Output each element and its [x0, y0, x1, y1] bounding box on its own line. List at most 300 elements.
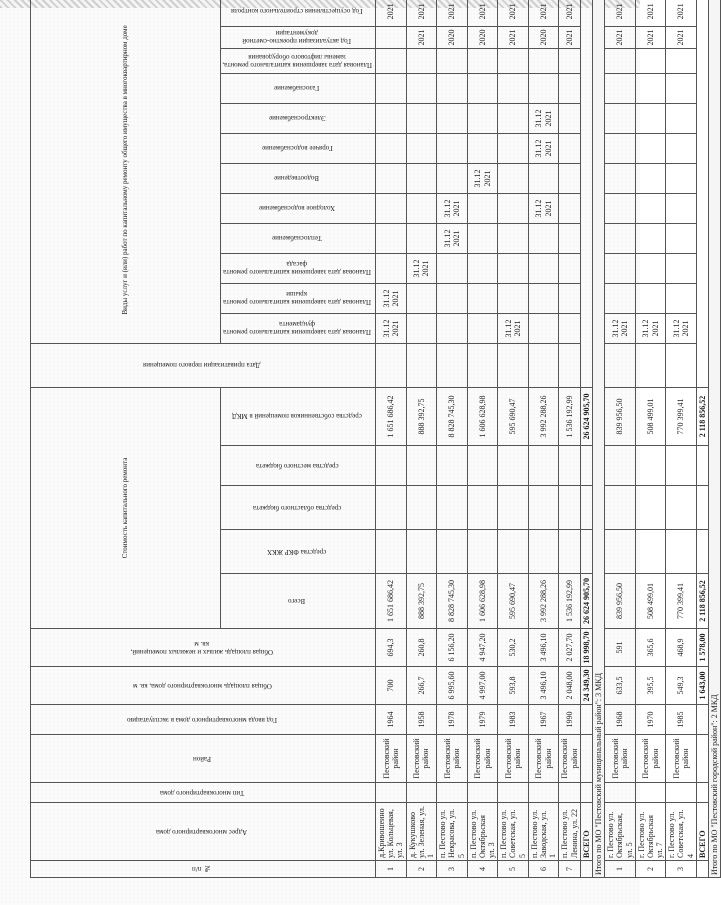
cell-d-cold: 31.12 2021: [528, 193, 559, 223]
cell-district: [696, 735, 708, 783]
cell-cost-local: [498, 446, 529, 486]
cell-d-control: 2021: [498, 0, 529, 26]
cell-cost-total: 8 828 745,30: [437, 574, 468, 629]
cell-d-design: 2020: [467, 26, 498, 48]
cell-d-heat: [376, 223, 407, 253]
total-area-total: 24 349,30: [580, 667, 592, 705]
cell-d-heat: [559, 223, 580, 253]
cell-d-control: 2021: [376, 0, 407, 26]
cell-d-hot: [605, 133, 636, 163]
cell-cost-regional: [528, 486, 559, 530]
cell-d-hot: 31.12 2021: [528, 133, 559, 163]
cell-d-cold: [666, 193, 697, 223]
header-d-elec: Электроснабжение: [221, 103, 376, 133]
cell-d-sewer: [635, 163, 666, 193]
cell-cost-fund: [376, 530, 407, 574]
header-year: Год ввода многоквартирного дома в эксплуатацию: [31, 705, 376, 735]
cell-cost-fund: [437, 530, 468, 574]
cell-year: 1990: [559, 705, 580, 735]
cell-year: [580, 705, 592, 735]
cell-d-control: 2021: [467, 0, 498, 26]
cell-d-cold: [467, 193, 498, 223]
cell-num: 4: [467, 861, 498, 878]
header-district: Район: [31, 735, 376, 783]
header-d-heat: Теплоснабжение: [221, 223, 376, 253]
cell-doc-date: [406, 343, 437, 387]
cell-district: Пестовский район: [437, 735, 468, 783]
cell-d-design: 2021: [559, 26, 580, 48]
cell-cost-total: 595 690,47: [498, 574, 529, 629]
cell-cost-owners: 8 828 745,30: [437, 387, 468, 445]
cell-d-cold: [406, 193, 437, 223]
cell-cost-local: [605, 446, 636, 486]
cell-cost-regional: [635, 486, 666, 530]
cell-d-sewer: [498, 163, 529, 193]
table-row: [437, 0, 468, 878]
cell-d-roof: 31.12 2021: [376, 313, 407, 343]
cell-cost-fund: [406, 530, 437, 574]
cell-d-elec: [406, 103, 437, 133]
total-label: ВСЕГО: [696, 803, 708, 861]
cell-cost-regional: [559, 486, 580, 530]
cell-district: Пестовский район: [635, 735, 666, 783]
cell-d-roof: 31.12 2021: [666, 313, 697, 343]
cell-type: [406, 783, 437, 803]
cell-cost-owners: 1 651 686,42: [376, 387, 407, 445]
cell-d-design: 2021: [406, 26, 437, 48]
cell-d-elec: [635, 103, 666, 133]
cell-d-control: 2021: [406, 0, 437, 26]
cell-area-total: 6 995,60: [437, 667, 468, 705]
cell-d-elec: [467, 103, 498, 133]
cell-cost-owners: 508 499,01: [635, 387, 666, 445]
cell-d-roof: [467, 313, 498, 343]
header-cost-local: средства местного бюджета: [221, 446, 376, 486]
cell-d-sewer: [406, 163, 437, 193]
cell-d-elec: [437, 103, 468, 133]
cell-type: [580, 783, 592, 803]
cell-cost-total: 839 956,50: [605, 574, 636, 629]
cell-area-living: 530,2: [498, 629, 529, 667]
cell-d-elec: [666, 103, 697, 133]
header-d-facade: Плановая дата завершения капитального ремонта фасада: [221, 253, 376, 283]
cell-area-living: 3 496,10: [528, 629, 559, 667]
cell-cost-owners: 595 690,47: [498, 387, 529, 445]
table-row: [498, 0, 529, 878]
cell-address: п. Пестово ул. Некрасова, ул. 5: [437, 803, 468, 861]
cell-area-living: 6 156,20: [437, 629, 468, 667]
header-d-gas: Газоснабжение: [221, 73, 376, 103]
cell-area-total: 3 496,10: [528, 667, 559, 705]
cell-d-gas: [406, 73, 437, 103]
cell-cost-local: [580, 446, 592, 486]
header-d-control: Год осуществления строительного контроля: [221, 0, 376, 26]
cell-d-design: 2021: [498, 26, 529, 48]
cell-doc-date: [437, 343, 468, 387]
cell-d-lift: [559, 48, 580, 73]
cell-d-cold: [376, 193, 407, 223]
cell-year: 1967: [528, 705, 559, 735]
cell-year: 1978: [437, 705, 468, 735]
cell-address: д. Кукушково ул. Зеленая, ул. 1: [406, 803, 437, 861]
table-row: [605, 0, 636, 878]
cell-year: 1979: [467, 705, 498, 735]
header-cost-total: Всего: [221, 574, 376, 629]
cell-address: п. Пестово ул. Заводская, ул. 1: [528, 803, 559, 861]
cell-doc-date: [498, 343, 529, 387]
cell-d-cold: [635, 193, 666, 223]
cell-d-gas: [559, 73, 580, 103]
cell-d-design: 2021: [666, 26, 697, 48]
cell-d-heat: [406, 223, 437, 253]
cell-area-total: 633,5: [605, 667, 636, 705]
cell-d-lift: [528, 48, 559, 73]
cell-area-total: 700: [376, 667, 407, 705]
cell-d-hot: [467, 133, 498, 163]
cell-cost-local: [467, 446, 498, 486]
cell-doc-date: [376, 343, 407, 387]
table-row: [666, 0, 697, 878]
cell-d-lift: [635, 48, 666, 73]
cell-area-total: 549,3: [666, 667, 697, 705]
cell-doc-date: [559, 343, 580, 387]
cell-type: [437, 783, 468, 803]
cell-d-basement: [437, 283, 468, 313]
total-cost: 26 624 905,70: [580, 574, 592, 629]
cell-d-elec: [559, 103, 580, 133]
cell-district: Пестовский район: [406, 735, 437, 783]
cell-d-hot: [376, 133, 407, 163]
cell-type: [376, 783, 407, 803]
cell-d-heat: [467, 223, 498, 253]
cell-type: [467, 783, 498, 803]
cell-d-facade: [635, 253, 666, 283]
cell-area-living: 468,9: [666, 629, 697, 667]
cell-d-sewer: [559, 163, 580, 193]
cell-district: Пестовский район: [376, 735, 407, 783]
cell-d-roof: 31.12 2021: [605, 313, 636, 343]
cell-cost-fund: [498, 530, 529, 574]
cell-type: [605, 783, 636, 803]
cell-d-roof: [437, 313, 468, 343]
cell-doc-date: [528, 343, 559, 387]
cell-d-design: 2021: [605, 26, 636, 48]
cell-area-living: 4 947,20: [467, 629, 498, 667]
cell-d-facade: [528, 253, 559, 283]
cell-cost-fund: [467, 530, 498, 574]
cell-d-gas: [605, 73, 636, 103]
cell-d-gas: [467, 73, 498, 103]
header-cost-owners: средства собственников помещений в МКД: [221, 387, 376, 445]
cell-d-control: 2021: [528, 0, 559, 26]
cell-d-hot: [666, 133, 697, 163]
cell-d-control: 2021: [559, 0, 580, 26]
cell-district: Пестовский район: [666, 735, 697, 783]
cell-cost-local: [406, 446, 437, 486]
cell-d-cold: [498, 193, 529, 223]
cell-d-gas: [376, 73, 407, 103]
cell-d-design: [376, 26, 407, 48]
cell-d-basement: [528, 283, 559, 313]
cell-d-elec: 31.12 2021: [528, 103, 559, 133]
cell-d-design: 2020: [528, 26, 559, 48]
cell-num: 6: [528, 861, 559, 878]
cell-area-total: 4 997,00: [467, 667, 498, 705]
cell-num: [580, 861, 592, 878]
cell-year: 1958: [406, 705, 437, 735]
total-area-total: 1 643,00: [696, 667, 708, 705]
cell-year: 1970: [635, 705, 666, 735]
table-row: [528, 0, 559, 878]
cell-cost-local: [666, 446, 697, 486]
cell-cost-fund: [559, 530, 580, 574]
cell-d-heat: [498, 223, 529, 253]
cell-d-control: 2021: [437, 0, 468, 26]
cell-cost-total: 1 606 628,98: [467, 574, 498, 629]
cell-area-total: 395,5: [635, 667, 666, 705]
cell-d-facade: [666, 253, 697, 283]
header-d-cold: Холодное водоснабжение: [221, 193, 376, 223]
cell-num: 3: [437, 861, 468, 878]
cell-d-control: 2021: [666, 0, 697, 26]
cell-cost-owners: 888 392,75: [406, 387, 437, 445]
cell-type: [498, 783, 529, 803]
table-row: [635, 0, 666, 878]
cell-address: п. Пестово ул. Ленина, ул. 22: [559, 803, 580, 861]
table-row: [467, 0, 498, 878]
cell-d-hot: [498, 133, 529, 163]
header-doc-date: Дата приватизации первого помещения: [31, 343, 376, 387]
cell-d-sewer: [666, 163, 697, 193]
cell-d-facade: 31.12 2021: [406, 253, 437, 283]
total-label: ВСЕГО: [580, 803, 592, 861]
table-row: [376, 0, 407, 878]
cell-doc-date: [605, 343, 636, 387]
cell-cost-total: 3 992 288,26: [528, 574, 559, 629]
cell-doc-date: [467, 343, 498, 387]
cell-d-sewer: [376, 163, 407, 193]
cell-d-design: 2021: [635, 26, 666, 48]
cell-cost-local: [559, 446, 580, 486]
section-label: Итого по МО "Пестовский муниципальный район": 3 МКД: [592, 0, 604, 878]
cell-d-basement: [498, 283, 529, 313]
cell-doc-date: [666, 343, 697, 387]
header-d-basement: Плановая дата завершения капитального ремонта крыши: [221, 283, 376, 313]
cell-d-sewer: [437, 163, 468, 193]
cell-cost-local: [437, 446, 468, 486]
cell-d-control: 2021: [605, 0, 636, 26]
cell-d-heat: [635, 223, 666, 253]
cell-d-cold: [559, 193, 580, 223]
cell-doc-date: [635, 343, 666, 387]
cell-num: 5: [498, 861, 529, 878]
cell-d-basement: [666, 283, 697, 313]
repair-plan-table: [30, 0, 721, 878]
cell-cost-fund: [580, 530, 592, 574]
header-d-sewer: Водоотведение: [221, 163, 376, 193]
cell-d-gas: [635, 73, 666, 103]
cell-d-heat: [528, 223, 559, 253]
header-works-group: Виды услуг и (или) работ по капитальному ремонту общего имущества в многоквартирном доме: [31, 0, 221, 343]
cell-area-living: 694,3: [376, 629, 407, 667]
cell-cost-regional: [467, 486, 498, 530]
header-area-total: Общая площадь многоквартирного дома, кв. м: [31, 667, 376, 705]
total-owners: 26 624 905,70: [580, 387, 592, 445]
cell-d-gas: [498, 73, 529, 103]
cell-d-hot: [437, 133, 468, 163]
cell-d-lift: [376, 48, 407, 73]
cell-num: 2: [635, 861, 666, 878]
cell-d-gas: [437, 73, 468, 103]
cell-year: [696, 705, 708, 735]
header-cost-fund: средства ФКР ЖКХ: [221, 530, 376, 574]
cell-address: п. Пестово ул. Советская, ул. 5: [498, 803, 529, 861]
cell-type: [559, 783, 580, 803]
cell-d-elec: [605, 103, 636, 133]
total-owners: 2 118 856,52: [696, 387, 708, 445]
header-cost-regional: средства областного бюджета: [221, 486, 376, 530]
cell-d-basement: 31.12 2021: [376, 283, 407, 313]
header-d-hot: Горячее водоснабжение: [221, 133, 376, 163]
cell-d-elec: [498, 103, 529, 133]
cell-d-lift: [406, 48, 437, 73]
cell-area-living: 365,6: [635, 629, 666, 667]
cell-cost-local: [528, 446, 559, 486]
cell-district: [580, 735, 592, 783]
table-row: [406, 0, 437, 878]
header-area-living: Общая площадь жилых и нежилых помещений, кв. м: [31, 629, 376, 667]
cell-address: г. Пестово ул. Октябрьская ул. 7: [635, 803, 666, 861]
cell-num: 1: [376, 861, 407, 878]
cell-d-heat: 31.12 2021: [437, 223, 468, 253]
cell-district: Пестовский район: [528, 735, 559, 783]
cell-address: г. Пестово ул. Советская, ул. 4: [666, 803, 697, 861]
cell-area-total: 2 048,00: [559, 667, 580, 705]
cell-area-total: 593,8: [498, 667, 529, 705]
cell-district: Пестовский район: [559, 735, 580, 783]
cell-cost-regional: [406, 486, 437, 530]
cell-num: [696, 861, 708, 878]
cell-cost-owners: 770 399,41: [666, 387, 697, 445]
cell-d-heat: [666, 223, 697, 253]
cell-district: Пестовский район: [605, 735, 636, 783]
cell-district: Пестовский район: [498, 735, 529, 783]
cell-d-sewer: [528, 163, 559, 193]
cell-cost-total: 888 392,75: [406, 574, 437, 629]
cell-d-cold: [605, 193, 636, 223]
rotated-document: [30, 3, 720, 878]
cell-d-hot: [635, 133, 666, 163]
cell-d-sewer: 31.12 2021: [467, 163, 498, 193]
cell-num: 7: [559, 861, 580, 878]
cell-district: Пестовский район: [467, 735, 498, 783]
cell-d-hot: [406, 133, 437, 163]
header-d-lift: Плановая дата завершения капитального ремонта, замены лифтового оборудования: [221, 48, 376, 73]
cell-cost-regional: [666, 486, 697, 530]
header-d-design: Год актуализации проектно-сметной документации: [221, 26, 376, 48]
cell-d-gas: [666, 73, 697, 103]
cell-d-facade: [376, 253, 407, 283]
cell-type: [528, 783, 559, 803]
cell-d-roof: 31.12 2021: [498, 313, 529, 343]
cell-year: 1968: [605, 705, 636, 735]
cell-cost-fund: [528, 530, 559, 574]
cell-d-roof: [528, 313, 559, 343]
table-row: [559, 0, 580, 878]
cell-d-heat: [605, 223, 636, 253]
cell-cost-total: 1 536 192,99: [559, 574, 580, 629]
cell-cost-regional: [696, 486, 708, 530]
cell-year: 1964: [376, 705, 407, 735]
cell-d-facade: [498, 253, 529, 283]
section-label-row: [592, 0, 604, 878]
cell-cost-local: [376, 446, 407, 486]
cell-d-roof: [406, 313, 437, 343]
total-row: [580, 0, 592, 878]
cell-d-basement: [406, 283, 437, 313]
cell-num: 1: [605, 861, 636, 878]
cell-address: д.Кривошеино ул. Кольцевая, ул. 3: [376, 803, 407, 861]
header-address: Адрес многоквартирного дома: [31, 803, 376, 861]
cell-cost-total: 508 499,01: [635, 574, 666, 629]
cell-d-facade: [605, 253, 636, 283]
cell-cost-owners: 839 956,50: [605, 387, 636, 445]
section-label-row: [709, 0, 721, 878]
cell-d-design: 2020: [437, 26, 468, 48]
total-area-living: 1 578,00: [696, 629, 708, 667]
cell-d-basement: [467, 283, 498, 313]
cell-cost-fund: [696, 530, 708, 574]
cell-d-roof: 31.12 2021: [635, 313, 666, 343]
cell-cost-total: 770 399,41: [666, 574, 697, 629]
cell-d-lift: [437, 48, 468, 73]
cell-num: 3: [666, 861, 697, 878]
cell-cost-total: 1 651 686,42: [376, 574, 407, 629]
header-num: № п/п: [31, 861, 376, 878]
cell-cost-fund: [605, 530, 636, 574]
cell-type: [696, 783, 708, 803]
cell-cost-local: [635, 446, 666, 486]
cell-cost-owners: 3 992 288,26: [528, 387, 559, 445]
cell-year: 1985: [666, 705, 697, 735]
section-label: Итого по МО "Пестовский городской район": 2 МКД: [709, 0, 721, 878]
header-type: Тип многоквартирного дома: [31, 783, 376, 803]
cell-d-cold: 31.12 2021: [437, 193, 468, 223]
cell-d-roof: [559, 313, 580, 343]
cell-d-hot: [559, 133, 580, 163]
cell-d-lift: [605, 48, 636, 73]
cell-cost-regional: [498, 486, 529, 530]
cell-d-lift: [498, 48, 529, 73]
header-d-roof: Плановая дата завершения капитального ремонта фундамента: [221, 313, 376, 343]
cell-cost-owners: 1 606 628,98: [467, 387, 498, 445]
cell-d-facade: [437, 253, 468, 283]
cell-d-basement: [635, 283, 666, 313]
cell-cost-regional: [580, 486, 592, 530]
cell-d-lift: [467, 48, 498, 73]
cell-d-elec: [376, 103, 407, 133]
cell-area-living: 591: [605, 629, 636, 667]
cell-d-sewer: [605, 163, 636, 193]
total-row: [696, 0, 708, 878]
cell-d-basement: [605, 283, 636, 313]
cell-cost-regional: [605, 486, 636, 530]
cell-cost-fund: [635, 530, 666, 574]
header-cost-group: Стоимость капитального ремонта: [31, 387, 221, 628]
cell-cost-regional: [437, 486, 468, 530]
cell-area-total: 266,7: [406, 667, 437, 705]
cell-d-facade: [467, 253, 498, 283]
